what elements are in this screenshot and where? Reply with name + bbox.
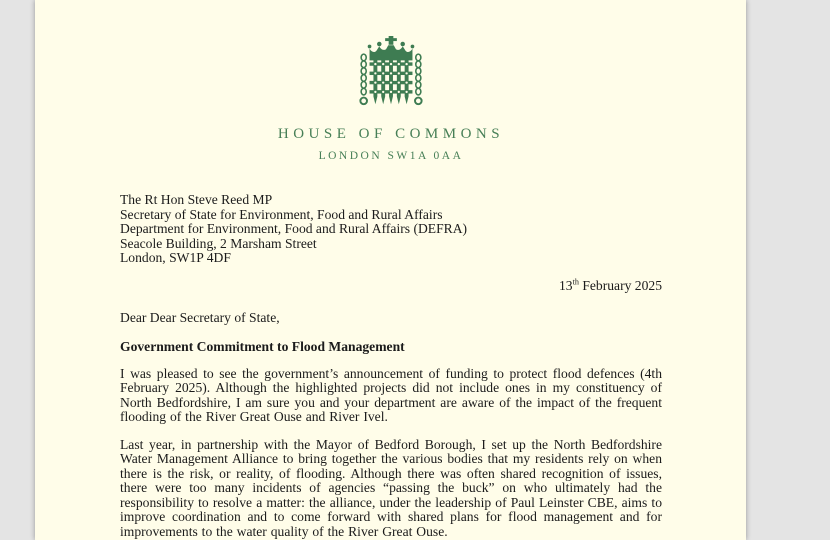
date-day: 13 (558, 277, 573, 293)
letter-date (120, 278, 662, 293)
recipient-line: The Rt Hon Steve Reed MP (120, 192, 273, 207)
letterhead (120, 0, 662, 163)
date-ordinal: th (572, 276, 579, 286)
salutation: Dear Dear Secretary of State, (120, 309, 280, 325)
recipient-line: Seacole Building, 2 Marsham Street (120, 235, 317, 251)
letter-page (35, 0, 746, 540)
recipient-address-block (120, 193, 662, 266)
body-paragraph-1: I was pleased to see the government’s announcement of funding to protect flood defences (4th February 2025). Although the highlighted projects did not include ones in my constituency of North Bedfordshire, I am sure you and your department are aware of the impact of the frequent flooding of the River Great Ouse and River Ivel. (120, 365, 662, 424)
recipient-line: London, SW1P 4DF (120, 250, 231, 265)
recipient-line: Department for Environment, Food and Rural Affairs (DEFRA) (120, 221, 468, 236)
body-paragraph-2: Last year, in partnership with the Mayor of Bedford Borough, I set up the North Bedfordshire Water Management Alliance to bring together the various bodies that my residents rely on when there is the risk, or reality, of flooding. Although there was often shared recognition of issues, there were too many incidents of agencies “passing the buck” on who ultimately had the responsibility to resolve a matter: the alliance, under the leadership of Paul Leinster CBE, aims to improve coordination and to come forward with shared plans for flood management and for improvements to the water quality of the River Great Ouse. (120, 436, 662, 539)
recipient-line: Secretary of State for Environment, Food and Rural Affairs (120, 206, 443, 222)
date-month-year: February 2025 (578, 277, 662, 293)
subject-line: Government Commitment to Flood Management (120, 338, 405, 354)
org-name: HOUSE OF COMMONS (277, 126, 505, 142)
org-address: LONDON SW1A 0AA (318, 150, 464, 162)
portcullis-with-crown-icon (347, 36, 435, 121)
